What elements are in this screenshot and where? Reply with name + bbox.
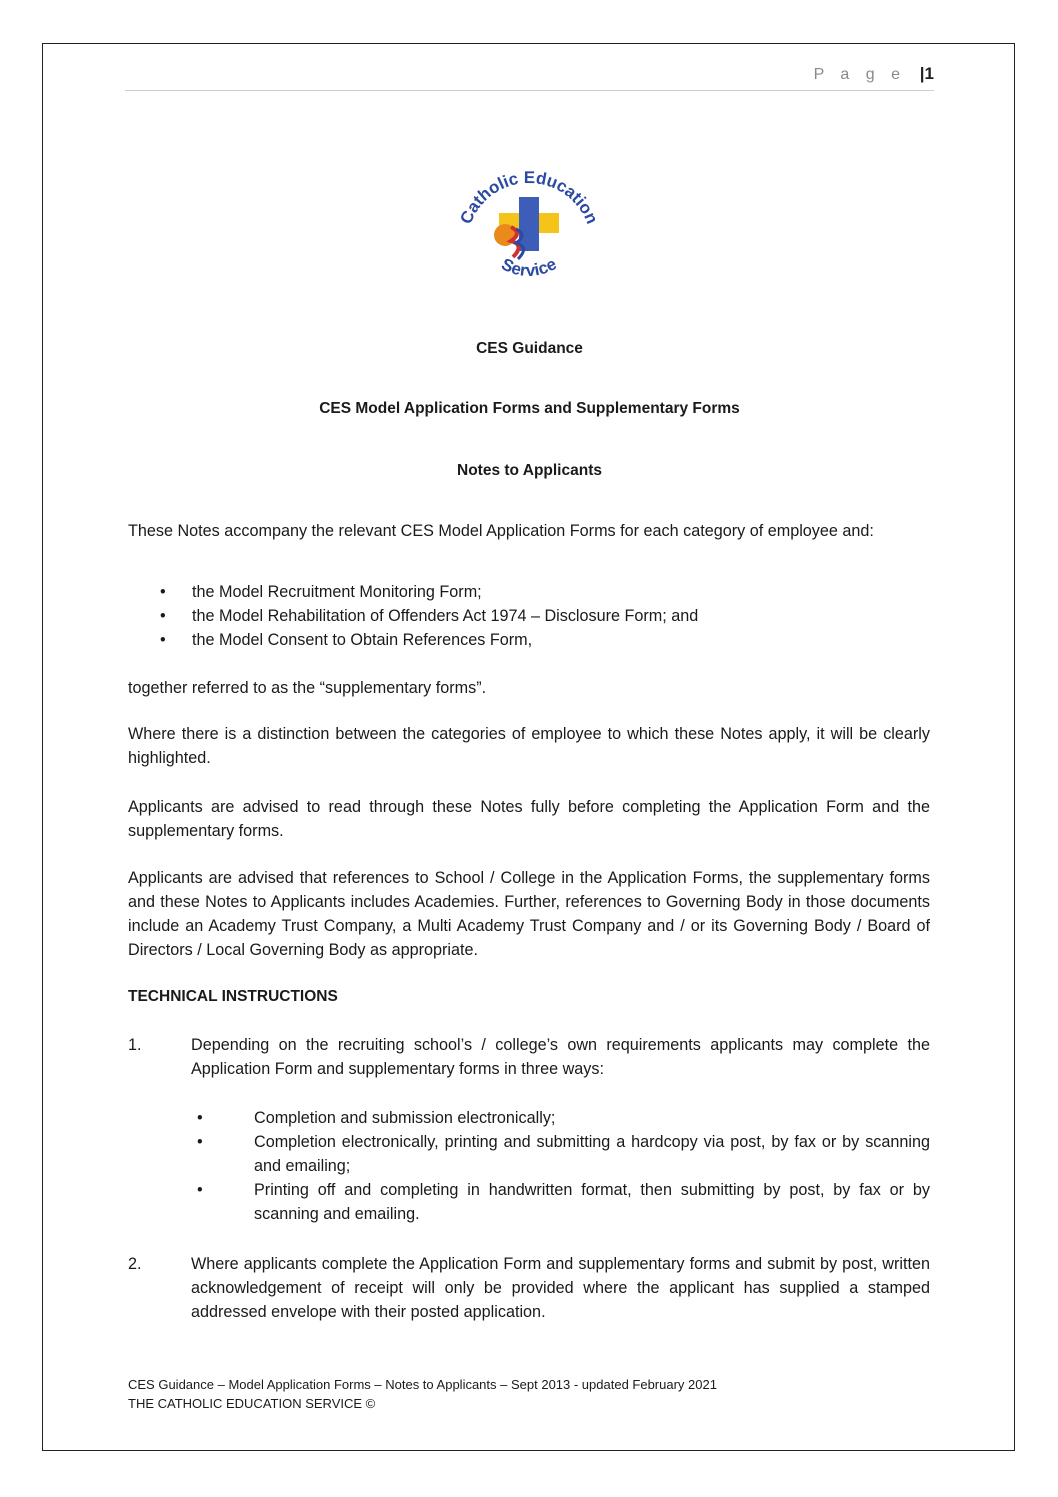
bullet-text: Completion and submission electronically; bbox=[254, 1109, 556, 1127]
submission-methods-list bbox=[191, 1106, 930, 1226]
footer-line-2: THE CATHOLIC EDUCATION SERVICE © bbox=[128, 1396, 376, 1411]
list-item bbox=[128, 580, 930, 604]
intro-paragraph: These Notes accompany the relevant CES Model Application Forms for each category of employee and: bbox=[128, 522, 874, 540]
technical-item-2 bbox=[128, 1252, 930, 1324]
read-notes-paragraph: Applicants are advised to read through these Notes fully before completing the Application Form and the supplementary forms. bbox=[128, 798, 930, 840]
bullet-icon: • bbox=[160, 607, 166, 625]
footer-line-1: CES Guidance – Model Application Forms – Notes to Applicants – Sept 2013 - updated February 2021 bbox=[128, 1377, 717, 1392]
distinction-paragraph: Where there is a distinction between the categories of employee to which these Notes apply, it will be clearly highlighted. bbox=[128, 725, 930, 767]
item-text: Depending on the recruiting school’s / college’s own requirements applicants may complete the Application Form and supplementary forms in three ways: bbox=[191, 1036, 930, 1078]
list-item bbox=[191, 1178, 930, 1226]
technical-item-1 bbox=[128, 1033, 930, 1081]
bullet-text: Printing off and completing in handwritten format, then submitting by post, by fax or by scanning and emailing. bbox=[254, 1181, 930, 1223]
list-item bbox=[128, 604, 930, 628]
bullet-text: the Model Consent to Obtain References Form, bbox=[192, 631, 533, 649]
bullet-icon: • bbox=[197, 1181, 203, 1199]
item-number: 1. bbox=[128, 1036, 142, 1054]
page-footer bbox=[128, 1375, 717, 1413]
title-forms: CES Model Application Forms and Supplementary Forms bbox=[319, 400, 740, 417]
logo-text-top: Catholic Education bbox=[456, 167, 602, 227]
bullet-icon: • bbox=[160, 631, 166, 649]
title-guidance: CES Guidance bbox=[476, 340, 583, 357]
references-paragraph: Applicants are advised that references to School / College in the Application Forms, the supplementary forms and these Notes to Applicants includes Academies. Further, references to Governing Body in those documents include an Academy Trust Company, a Multi Academy Trust Company and / or its Governing Body / Board of Directors / Local Governing Body as appropriate. bbox=[128, 869, 930, 959]
page-number-value: 1 bbox=[924, 64, 934, 83]
item-number: 2. bbox=[128, 1255, 142, 1273]
bullet-icon: • bbox=[197, 1133, 203, 1151]
bullet-text: the Model Rehabilitation of Offenders Act 1974 – Disclosure Form; and bbox=[192, 607, 699, 625]
bullet-icon: • bbox=[197, 1109, 203, 1127]
item-text: Where applicants complete the Application Form and supplementary forms and submit by post, written acknowledgement of receipt will only be provided where the applicant has supplied a stamped addressed envelope with their posted application. bbox=[191, 1255, 930, 1321]
page-separator: | bbox=[919, 64, 925, 83]
title-notes: Notes to Applicants bbox=[457, 462, 602, 479]
ces-logo bbox=[453, 163, 603, 293]
together-paragraph: together referred to as the “supplementary forms”. bbox=[128, 679, 487, 697]
page-number bbox=[920, 64, 934, 84]
ces-logo-graphic bbox=[453, 163, 603, 293]
technical-heading: TECHNICAL INSTRUCTIONS bbox=[128, 988, 338, 1005]
logo-text-bottom: Service bbox=[498, 254, 560, 281]
bullet-text: the Model Recruitment Monitoring Form; bbox=[192, 583, 482, 601]
intro-bullet-list bbox=[128, 580, 930, 652]
bullet-icon: • bbox=[160, 583, 166, 601]
bullet-text: Completion electronically, printing and submitting a hardcopy via post, by fax or by scanning and emailing; bbox=[254, 1133, 930, 1175]
list-item bbox=[128, 628, 930, 652]
page-header bbox=[125, 62, 934, 91]
page-label: P a g e bbox=[813, 66, 906, 83]
list-item bbox=[191, 1130, 930, 1178]
list-item bbox=[191, 1106, 930, 1130]
